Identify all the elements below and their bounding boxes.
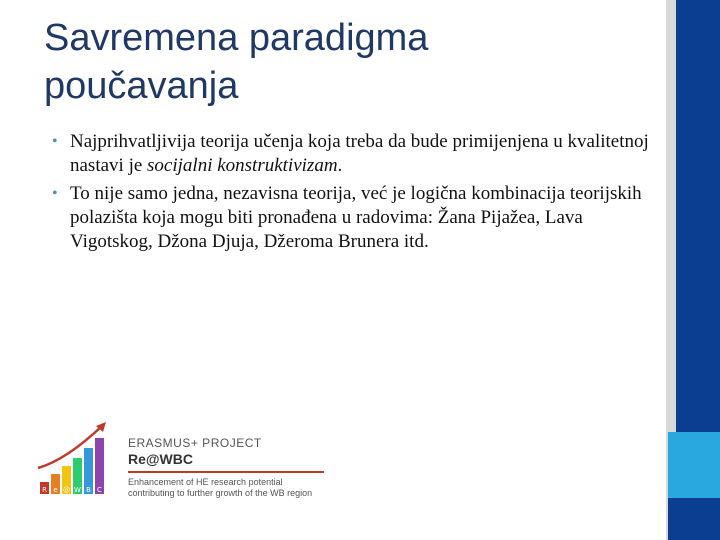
side-bar-dark-top bbox=[676, 0, 720, 432]
logo-description-line1: Enhancement of HE research potential bbox=[128, 477, 283, 487]
bullet-item bbox=[52, 130, 652, 178]
logo-letter: W bbox=[74, 486, 81, 494]
logo-letter: B bbox=[86, 486, 91, 494]
bullet-item bbox=[52, 182, 652, 254]
bullet-list bbox=[52, 130, 652, 258]
bullet-text: Najprihvatljivija teorija učenja koja treba da bude primijenjena u kvalitetnoj nastavi je bbox=[70, 131, 649, 176]
growth-chart-logo-icon bbox=[36, 418, 116, 498]
bullet-dot-icon: • bbox=[52, 133, 58, 150]
logo-project-label: ERASMUS+ PROJECT bbox=[128, 436, 262, 450]
logo-letter: @ bbox=[63, 486, 70, 494]
slide-title-line2: poučavanja bbox=[44, 65, 239, 107]
slide-title-line1: Savremena paradigma bbox=[44, 17, 429, 59]
side-bar-cyan bbox=[668, 432, 720, 498]
logo-letter: e bbox=[53, 486, 58, 494]
logo-letter: C bbox=[97, 486, 102, 494]
bullet-text-italic: socijalni konstruktivizam bbox=[147, 155, 338, 176]
logo-description-line2: contributing to further growth of the WB region bbox=[128, 488, 313, 498]
logo-divider bbox=[128, 471, 324, 473]
side-bar-dark-bottom bbox=[668, 498, 720, 540]
logo-brand-name: Re@WBC bbox=[128, 451, 193, 467]
logo-text-block bbox=[128, 436, 338, 499]
logo-letter: R bbox=[42, 486, 47, 494]
bullet-text-end: . bbox=[337, 155, 343, 176]
project-logo bbox=[36, 418, 336, 502]
bullet-dot-icon: • bbox=[52, 185, 58, 202]
slide-title bbox=[44, 14, 644, 110]
bullet-text: To nije samo jedna, nezavisna teorija, već je logična kombinacija teorijskih polazišta koja mogu biti pronađena u radovima: Žana Pijažea, Lava Vigotskog, Džona Djuja, Džeroma Brunera itd. bbox=[70, 183, 642, 252]
